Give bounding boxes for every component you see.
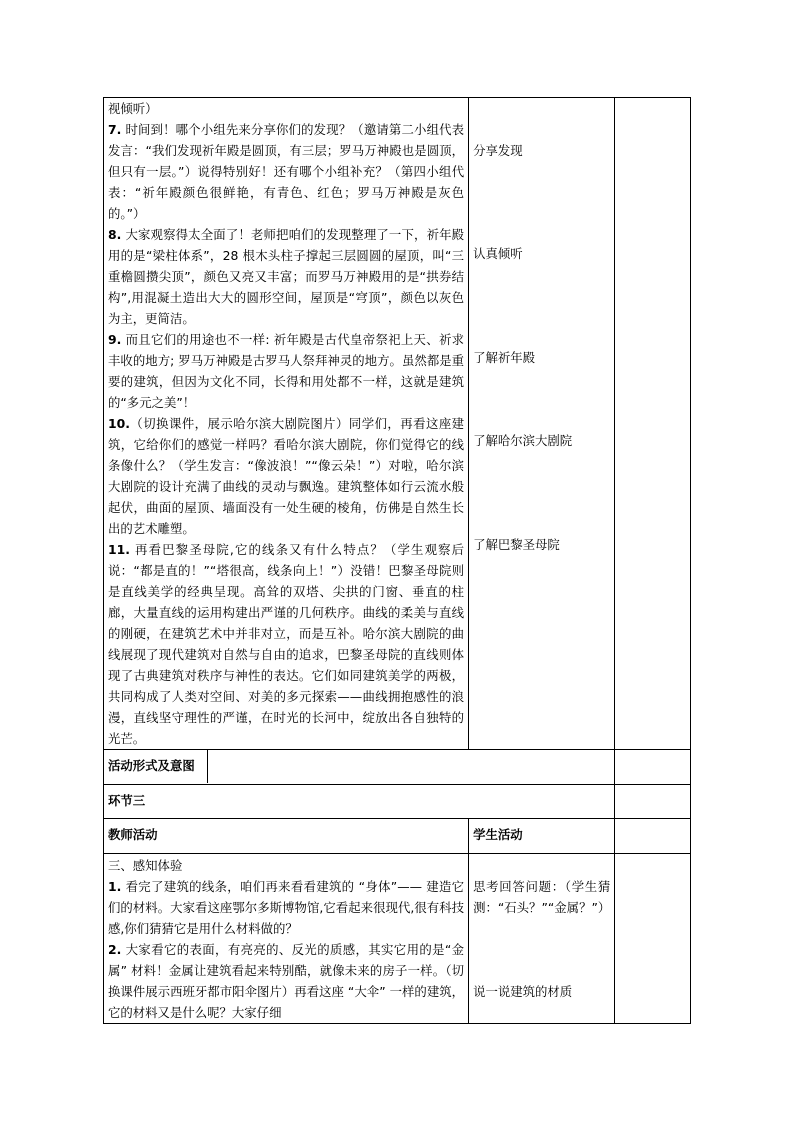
section2-row	[104, 98, 691, 750]
teacher-activity-cell	[104, 854, 469, 1024]
student-item: 了解巴黎圣母院	[473, 537, 560, 552]
activity-form-cell	[104, 750, 615, 785]
notes-cell	[615, 819, 691, 854]
activity-form-value	[208, 750, 614, 783]
paragraph-title: 三、感知体验	[108, 858, 183, 873]
paragraph-10: 10.（切换课件，展示哈尔滨大剧院图片）同学们，再看这座建筑，它给你们的感觉一样吗？看哈尔滨大剧院，你们觉得它的线条像什么？（学生发言：“像波浪！”“像云朵！”）对啦，哈尔滨大剧院的设计充满了曲线的灵动与飘逸。建筑整体如行云流水般起伏，曲面的屋顶、墙面没有一处生硬的棱角，仿佛是自然生长出的艺术雕塑。	[108, 416, 465, 536]
notes-cell	[615, 854, 691, 1024]
paragraph-0: 视倾听）	[108, 101, 158, 116]
teacher-activity-header: 教师活动	[104, 819, 469, 854]
student-item: 思考回答问题：（学生猜测：“石头？”“金属？”）	[473, 879, 611, 915]
notes-cell	[615, 98, 691, 750]
student-activity-cell	[469, 98, 615, 750]
section3-row	[104, 854, 691, 1024]
notes-cell	[615, 785, 691, 819]
student-activity-cell	[469, 854, 615, 1024]
paragraph-9: 9. 而且它们的用途也不一样: 祈年殿是古代皇帝祭祀上天、祈求丰收的地方; 罗马万神殿是古罗马人祭拜神灵的地方。虽然都是重要的建筑，但因为文化不同，长得和用处都不一样，这就是建筑的“多元之美”！	[108, 332, 465, 410]
paragraph-8: 8. 大家观察得太全面了！老师把咱们的发现整理了一下，祈年殿用的是“梁柱体系”，28 根木头柱子撑起三层圆圆的屋顶，叫“三重檐圆攒尖顶”，颜色又亮又丰富；而罗马万神殿用的是“拱券结构”,用混凝土造出大大的圆形空间，屋顶是“穹顶”，颜色以灰色为主，更简洁。	[108, 227, 465, 326]
paragraph-11: 11. 再看巴黎圣母院,它的线条又有什么特点？（学生观察后说：“都是直的！”“塔很高，线条向上！”）没错！巴黎圣母院则是直线美学的经典呈现。高耸的双塔、尖拱的门窗、垂直的柱廊，大量直线的运用构建出严谨的几何秩序。曲线的柔美与直线的刚硬，在建筑艺术中并非对立，而是互补。哈尔滨大剧院的曲线展现了现代建筑对自然与自由的追求，巴黎圣母院的直线则体现了古典建筑对秩序与神性的表达。它们如同建筑美学的两极，共同构成了人类对空间、对美的多元探索——曲线拥抱感性的浪漫，直线坚守理性的严谨，在时光的长河中，绽放出各自独特的光芒。	[108, 542, 465, 746]
header-row	[104, 819, 691, 854]
lesson-plan-table	[103, 97, 691, 1024]
student-item: 了解哈尔滨大剧院	[473, 433, 573, 448]
student-item: 了解祈年殿	[473, 350, 536, 365]
activity-form-label: 活动形式及意图	[104, 750, 208, 783]
student-item: 说一说建筑的材质	[473, 984, 573, 999]
activity-form-row	[104, 750, 691, 785]
paragraph-2: 2. 大家看它的表面，有亮亮的、反光的质感，其实它用的是“金属” 材料！金属让建筑看起来特别酷，就像未来的房子一样。（切换课件展示西班牙都市阳伞图片）再看这座 “大伞” 一样的建筑，它的材料又是什么呢？大家仔细	[108, 942, 465, 1020]
student-item: 认真倾听	[473, 246, 523, 261]
section3-title: 环节三	[104, 785, 615, 819]
paragraph-1: 1. 看完了建筑的线条，咱们再来看看建筑的 “身体”—— 建造它们的材料。大家看这座鄂尔多斯博物馆,它看起来很现代,很有科技感,你们猜猜它是用什么材料做的？	[108, 879, 465, 936]
student-activity-header: 学生活动	[469, 819, 615, 854]
paragraph-7: 7. 时间到！哪个小组先来分享你们的发现？（邀请第二小组代表发言：“我们发现祈年殿是圆顶，有三层；罗马万神殿也是圆顶，但只有一层。”）说得特别好！还有哪个小组补充？（第四小组代表：“祈年殿颜色很鲜艳，有青色、红色；罗马万神殿是灰色的。”）	[108, 122, 465, 221]
student-item: 分享发现	[473, 143, 523, 158]
notes-cell	[615, 750, 691, 785]
section3-title-row	[104, 785, 691, 819]
teacher-activity-cell	[104, 98, 469, 750]
